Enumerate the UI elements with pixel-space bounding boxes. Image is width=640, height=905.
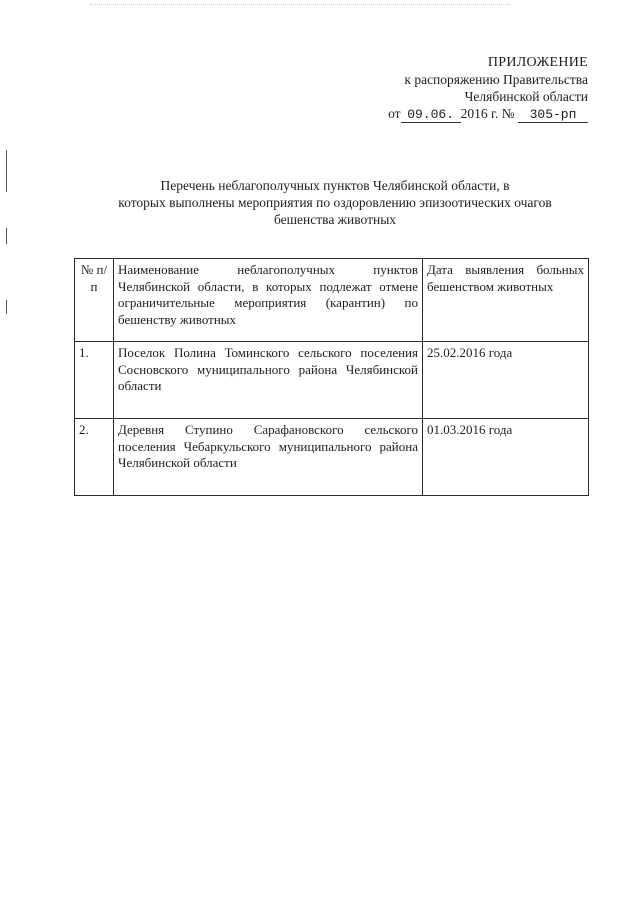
margin-mark — [6, 150, 7, 192]
appendix-line-2: Челябинской области — [464, 89, 588, 104]
margin-mark — [6, 300, 7, 314]
title-line-2: которых выполнены мероприятия по оздоровлению эпизоотических очагов — [118, 195, 552, 210]
row-name: Поселок Полина Томинского сельского поселения Сосновского муниципального района Челябинской области — [114, 342, 423, 419]
header-date: Дата выявления больных бешенством животных — [423, 259, 589, 342]
row-date: 25.02.2016 года — [423, 342, 589, 419]
title-line-3: бешенства животных — [273, 212, 397, 227]
document-title — [80, 177, 590, 228]
header-number: № п/п — [75, 259, 114, 342]
order-number: 305-рп — [518, 108, 588, 123]
scan-artifact — [90, 4, 510, 6]
from-prefix: от — [388, 106, 401, 121]
order-date-line — [388, 105, 588, 123]
order-date: 09.06. — [401, 108, 461, 123]
order-year: 2016 г. № — [460, 106, 515, 121]
appendix-block — [388, 54, 588, 123]
margin-mark — [6, 228, 7, 244]
appendix-line-1: к распоряжению Правительства — [404, 72, 588, 87]
row-number: 1. — [75, 342, 114, 419]
title-line-1: Перечень неблагополучных пунктов Челябинской области, в — [160, 178, 510, 193]
table-header-row — [75, 259, 589, 342]
appendix-heading: ПРИЛОЖЕНИЕ — [487, 55, 588, 70]
header-name: Наименование неблагополучных пунктов Челябинской области, в которых подлежат отмене ограничительные мероприятия (карантин) по бешенству животных — [114, 259, 423, 342]
row-name: Деревня Ступино Сарафановского сельского поселения Чебаркульского муниципального района Челябинской области — [114, 419, 423, 496]
points-table — [74, 258, 589, 496]
row-date: 01.03.2016 года — [423, 419, 589, 496]
row-number: 2. — [75, 419, 114, 496]
table-row — [75, 342, 589, 419]
table-row — [75, 419, 589, 496]
